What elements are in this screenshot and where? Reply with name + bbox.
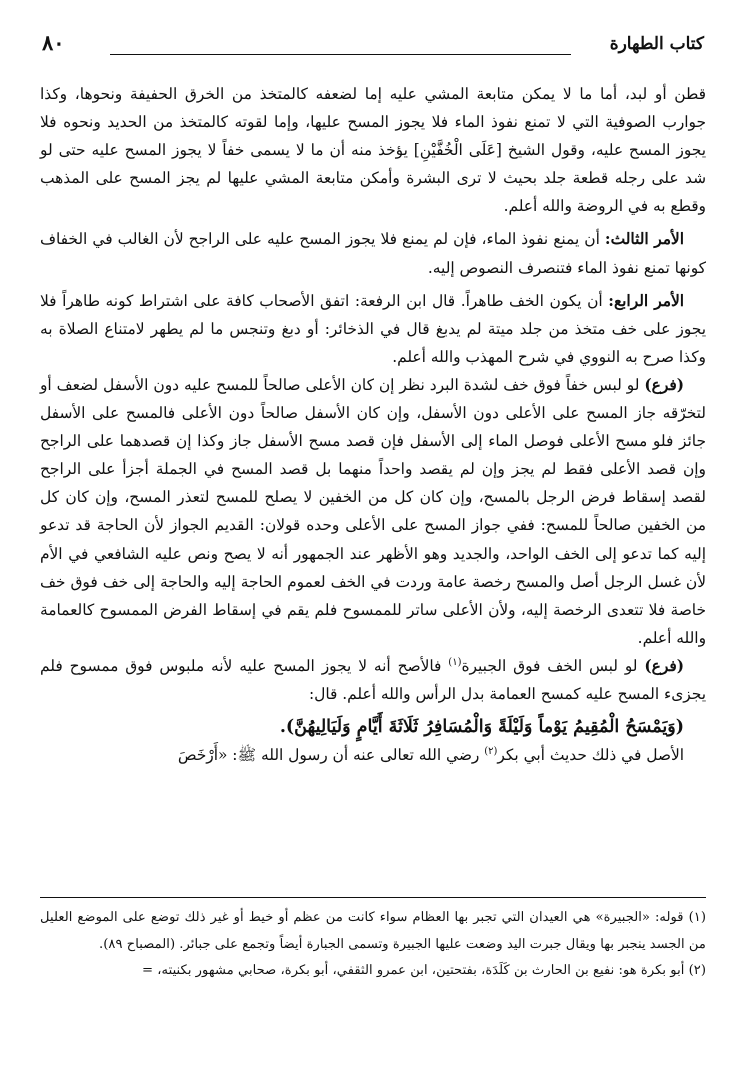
paragraph-lead: الأمر الثالث: [604,230,684,249]
page-number: ٨٠ [42,30,65,55]
paragraph-text: أن يكون الخف طاهراً. قال ابن الرفعة: اتفق الأصحاب كافة على اشتراط كونه طاهراً فلا يجوز على خف متخذ من جلد ميتة لم يدبغ قال في الذخائر: أو دبغ وتنجس ما لم يطهر لامتناع الصلاة به وكذا صرح به النووي في شرح المهذب والله أعلم. [40,291,706,366]
paragraph-text-tail: فالأصح أنه لا يجوز المسح عليه لأنه ملبوس فوق ممسوح فلم يجزىء المسح عليه كمسح العمامة بدل الرأس والله أعلم. قال: [40,656,706,703]
paragraph-text: لو لبس خفاً فوق خف لشدة البرد نظر إن كان الأعلى صالحاً للمسح عليه دون الأسفل لضعف أو لتخرّقه جاز المسح على الأعلى دون الأسفل، وإن كان الأسفل صالحاً دون الأعلى فالمسح على الأسفل جائز فلو مسح الأعلى فوصل الماء إلى الأسفل فإن قصد مسح الأسفل جاز وكذا إن قصدهما على الراجح وإن قصد الأعلى فقط لم يجز وإن لم يقصد واحداً منهما بل قصد المسح في الجملة أجزأ على الراجح لقصد إسقاط فرض الرجل بالمسح، وإن كان كل من الخفين لا يصلح للمسح لتعذر المسح، وإن كان كل من الخفين صالحاً للمسح: ففي جواز المسح على الأعلى وحده قولان: القديم الجواز لأن الحاجة قد تدعو إليه كما تدعو إلى الخف الواحد، والجديد وهو الأظهر عند الجمهور أنه لا يصح ونص عليه الشافعي في الأم لأن غسل الرجل أصل والمسح رخصة عامة وردت في الخف لعموم الحاجة إليه والحاجة إلى خف فوق خف خاصة فلا تتعدى الرخصة إليه، ولأن الأعلى ساتر للممسوح فلم يقم في إسقاط الفرض الممسوح كالعمامة والله أعلم. [40,375,706,647]
paragraph-4 [40,371,706,652]
paragraph-lead: الأمر الرابع: [608,291,684,310]
paragraph-6 [40,741,706,769]
paragraph-text: أن يمنع نفوذ الماء، فإن لم يمنع فلا يجوز المسح عليه على الراجح لأن الغالب في الخفاف كونها تمنع نفوذ الماء فتنصرف النصوص إليه. [40,230,706,277]
paragraph-5 [40,652,706,708]
paragraph-text-tail: رضي الله تعالى عنه أن رسول الله ﷺ: «أَرْخَصَ [177,746,485,765]
paragraph-3 [40,287,706,371]
paragraph-lead: (فرع) [644,656,684,675]
paragraph-text: الأصل في ذلك حديث أبي بكر [497,746,684,765]
running-header [40,30,706,60]
footnote-2: (٢) أبو بكرة هو: نفيع بن الحارث بن كَلَدَة، بفتحتين، ابن عمرو الثقفي، أبو بكرة، صحابي مشهور بكنيته، = [142,963,706,978]
footnotes [40,905,706,985]
footnote-1: (١) قوله: «الجبيرة» هي العيدان التي تجبر بها العظام سواء كانت من عظم أو خيط أو غير ذلك توضع على الموضع العليل من الجسد ينجبر بها ويقال جبرت اليد وضعت عليها الجبيرة وتسمى الجبارة أيضاً وتجمع على جبائر. (المصباح ٨٩). [40,910,706,952]
chapter-title: كتاب الطهارة [609,34,704,54]
main-text [40,80,706,769]
paragraph-text: لو لبس الخف فوق الجبيرة [461,656,645,675]
footnote-ref-2: (٢) [484,746,498,758]
matn-quote: (وَيَمْسَحُ الْمُقِيمُ يَوْماً وَلَيْلَةً وَالْمُسَافِرُ ثَلَاثَةَ أَيَّامٍ وَلَيَالِيهُنَّ). [279,717,684,738]
footnote-ref-1: (١) [448,656,462,668]
header-rule [110,54,571,55]
verse-line [40,713,706,741]
paragraph-lead: (فرع) [644,375,684,394]
paragraph-1 [40,80,706,220]
footnote-separator [40,897,706,898]
paragraph-text: قطن أو لبد، أما ما لا يمكن متابعة المشي عليه إما لضعفه كالمتخذ من الخرق الحفيفة ونحوها، وكذا جوارب الصوفية التي لا تمنع نفوذ الماء فلا يجوز المسح عليها، وإما لقوته كالمتخذ من الحديد ونحوه فلا يجوز المسح عليه، وقول الشيخ [عَلَى الْخُفَّيْنِ] يؤخذ منه أن ما لا يسمى خفاً لا يجوز المسح عليه حتى لو شد على رجله قطعة جلد بحيث لا ترى البشرة وأمكن متابعة المشي عليها لم يجز المسح على المذهب وقطع به في الروضة والله أعلم. [40,85,706,216]
paragraph-2 [40,225,706,281]
